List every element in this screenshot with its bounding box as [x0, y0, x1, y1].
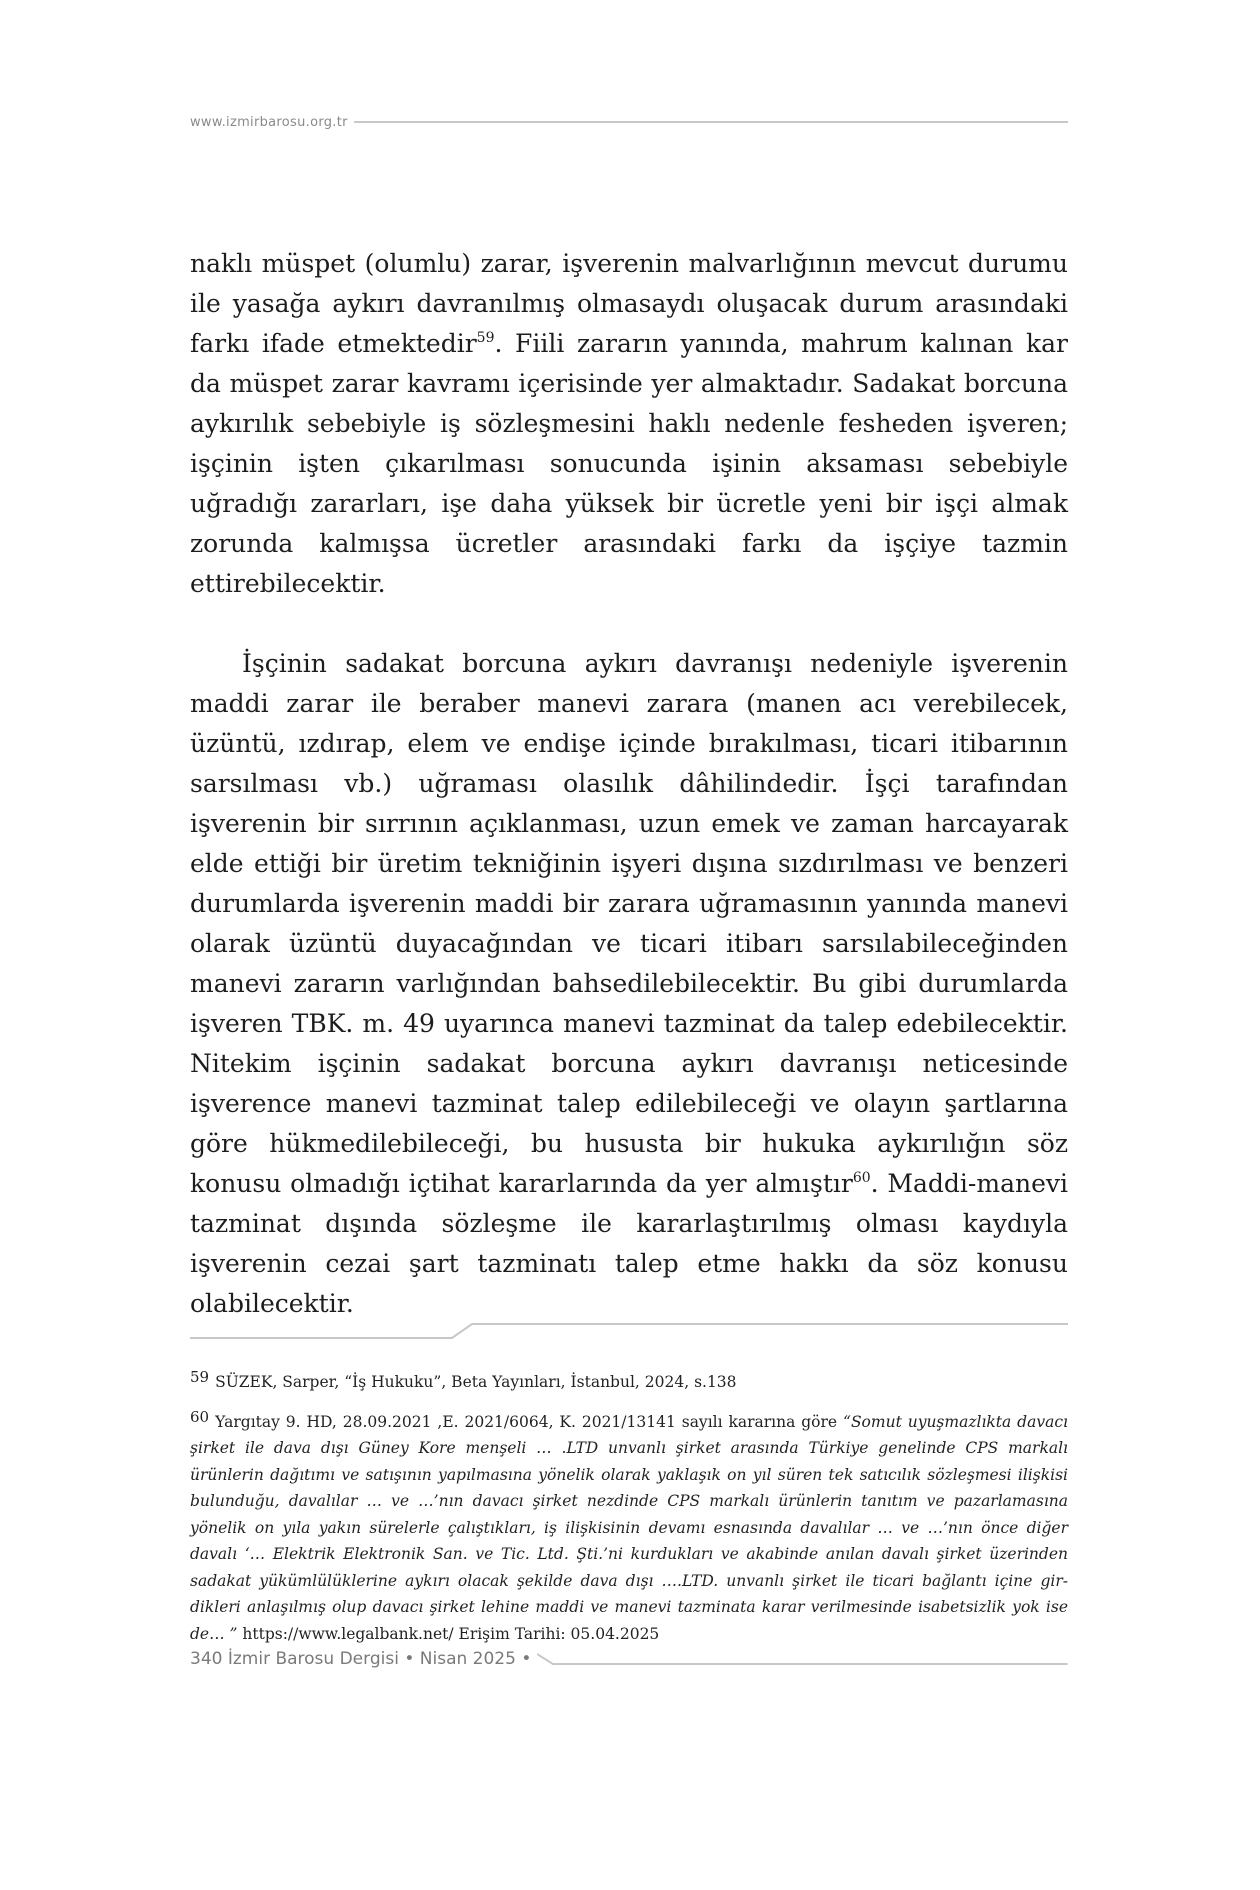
paragraph-1 [190, 244, 1068, 604]
paragraph-2 [190, 644, 1068, 1324]
footnote-ref-59: 59 [476, 330, 495, 346]
footnote-lead: Yargıtay 9. HD, 28.09.2021 ,E. 2021/6064, K. 2021/13141 sayılı kararına göre [215, 1412, 844, 1431]
page-header [190, 112, 1068, 132]
paragraph-1-text-b: . Fiili zararın yanında, mahrum kalınan kar da müspet zarar kavramı içerisinde yer almaktadır. Sadakat borcuna aykırılık sebebiyle iş sözleşmesini haklı nedenle fesheden işveren; işçinin işten çıkarılması sonucunda işinin aksaması sebebiyle uğradığı zararları, işe daha yüksek bir ücretle yeni bir işçi almak zorunda kalmışsa ücretler arasındaki farkı da işçiye tazmin ettirebilecektir. [190, 329, 1068, 598]
footnote-59 [190, 1364, 1068, 1396]
footnote-tail: https://www.legalbank.net/ Erişim Tarihi: 05.04.2025 [237, 1624, 660, 1643]
page-footer [190, 1648, 1068, 1670]
main-text [190, 244, 1068, 1324]
footer-rule [537, 1652, 1068, 1666]
footnote-60 [190, 1404, 1068, 1648]
footnotes [190, 1364, 1068, 1655]
footnote-number: 59 [190, 1368, 210, 1386]
paragraph-1-text-a: naklı müspet (olumlu) zarar, işverenin malvarlığının mevcut durumu ile yasağa aykırı davranılmış olmasaydı oluşacak durum arasındaki farkı ifade etmektedir [190, 249, 1068, 358]
paragraph-2-text-b: . Maddi-manevi tazminat dışında sözleşme ile kararlaştırılmış olması kaydıyla işverenin cezai şart tazminatı talep etme hakkı da söz konusu olabilecektir. [190, 1169, 1068, 1318]
footnote-quote: “Somut uyuşmazlıkta davacı şirket ile dava dışı Güney Kore menşeli … .LTD unvanlı şirket arasında Türkiye genelinde CPS markalı ürünlerin dağıtımı ve satışının yapılmasına yönelik olarak yaklaşık on yıl süren tek satıcılık sözleşmesi ilişkisi bulunduğu, davalılar … ve …’nın davacı şirket nezdinde CPS markalı ürünlerin tanıtım ve pazarlamasına yönelik on yıla yakın sürelerle çalıştıkları, iş ilişkisinin devamı esnasında davalılar … ve …’nın önce diğer davalı ‘… Elektrik Elektronik San. ve Tic. Ltd. Şti.’ni kurdukları ve akabinde anılan davalı şirket üzerinden sadakat yükümlülüklerine aykırı olacak şekilde dava dışı ….LTD. unvanlı şirket ile ticari bağlantı içine girdikleri anlaşılmış olup davacı şirket lehine maddi ve manevi tazminata karar verilmesinde isabetsizlik yok ise de… ” [190, 1412, 1068, 1643]
footer-text: 340 İzmir Barosu Dergisi • Nisan 2025 • [190, 1649, 532, 1669]
paragraph-2-text-a: İşçinin sadakat borcuna aykırı davranışı nedeniyle işverenin maddi zarar ile beraber manevi zarara (manen acı verebilecek, üzüntü, ızdırap, elem ve endişe içinde bırakılması, ticari itibarının sarsılması vb.) uğraması olasılık dâhilindedir. İşçi tarafından işverenin bir sırrının açıklanması, uzun emek ve zaman harcayarak elde ettiği bir üretim tekniğinin işyeri dışına sızdırılması ve benzeri durumlarda işverenin maddi bir zarara uğramasının yanında manevi olarak üzüntü duyacağından ve ticari itibarı sarsılabileceğinden manevi zararın varlığından bahsedilebilecektir. Bu gibi durumlarda işveren TBK. m. 49 uyarınca manevi tazminat da talep edebilecektir. Nitekim işçinin sadakat borcuna aykırı davranışı neticesinde işverence manevi tazminat talep edilebileceği ve olayın şartlarına göre hükmedilebileceği, bu hususta bir hukuka aykırılığın söz konusu olmadığı içtihat kararlarında da yer almıştır [190, 649, 1068, 1198]
footnote-text: SÜZEK, Sarper, “İş Hukuku”, Beta Yayınları, İstanbul, 2024, s.138 [215, 1373, 737, 1391]
header-url: www.izmirbarosu.org.tr [190, 114, 348, 130]
header-rule [354, 121, 1068, 123]
footnote-separator [190, 1320, 1068, 1340]
footnote-ref-60: 60 [852, 1170, 871, 1186]
footnote-number: 60 [190, 1407, 210, 1426]
